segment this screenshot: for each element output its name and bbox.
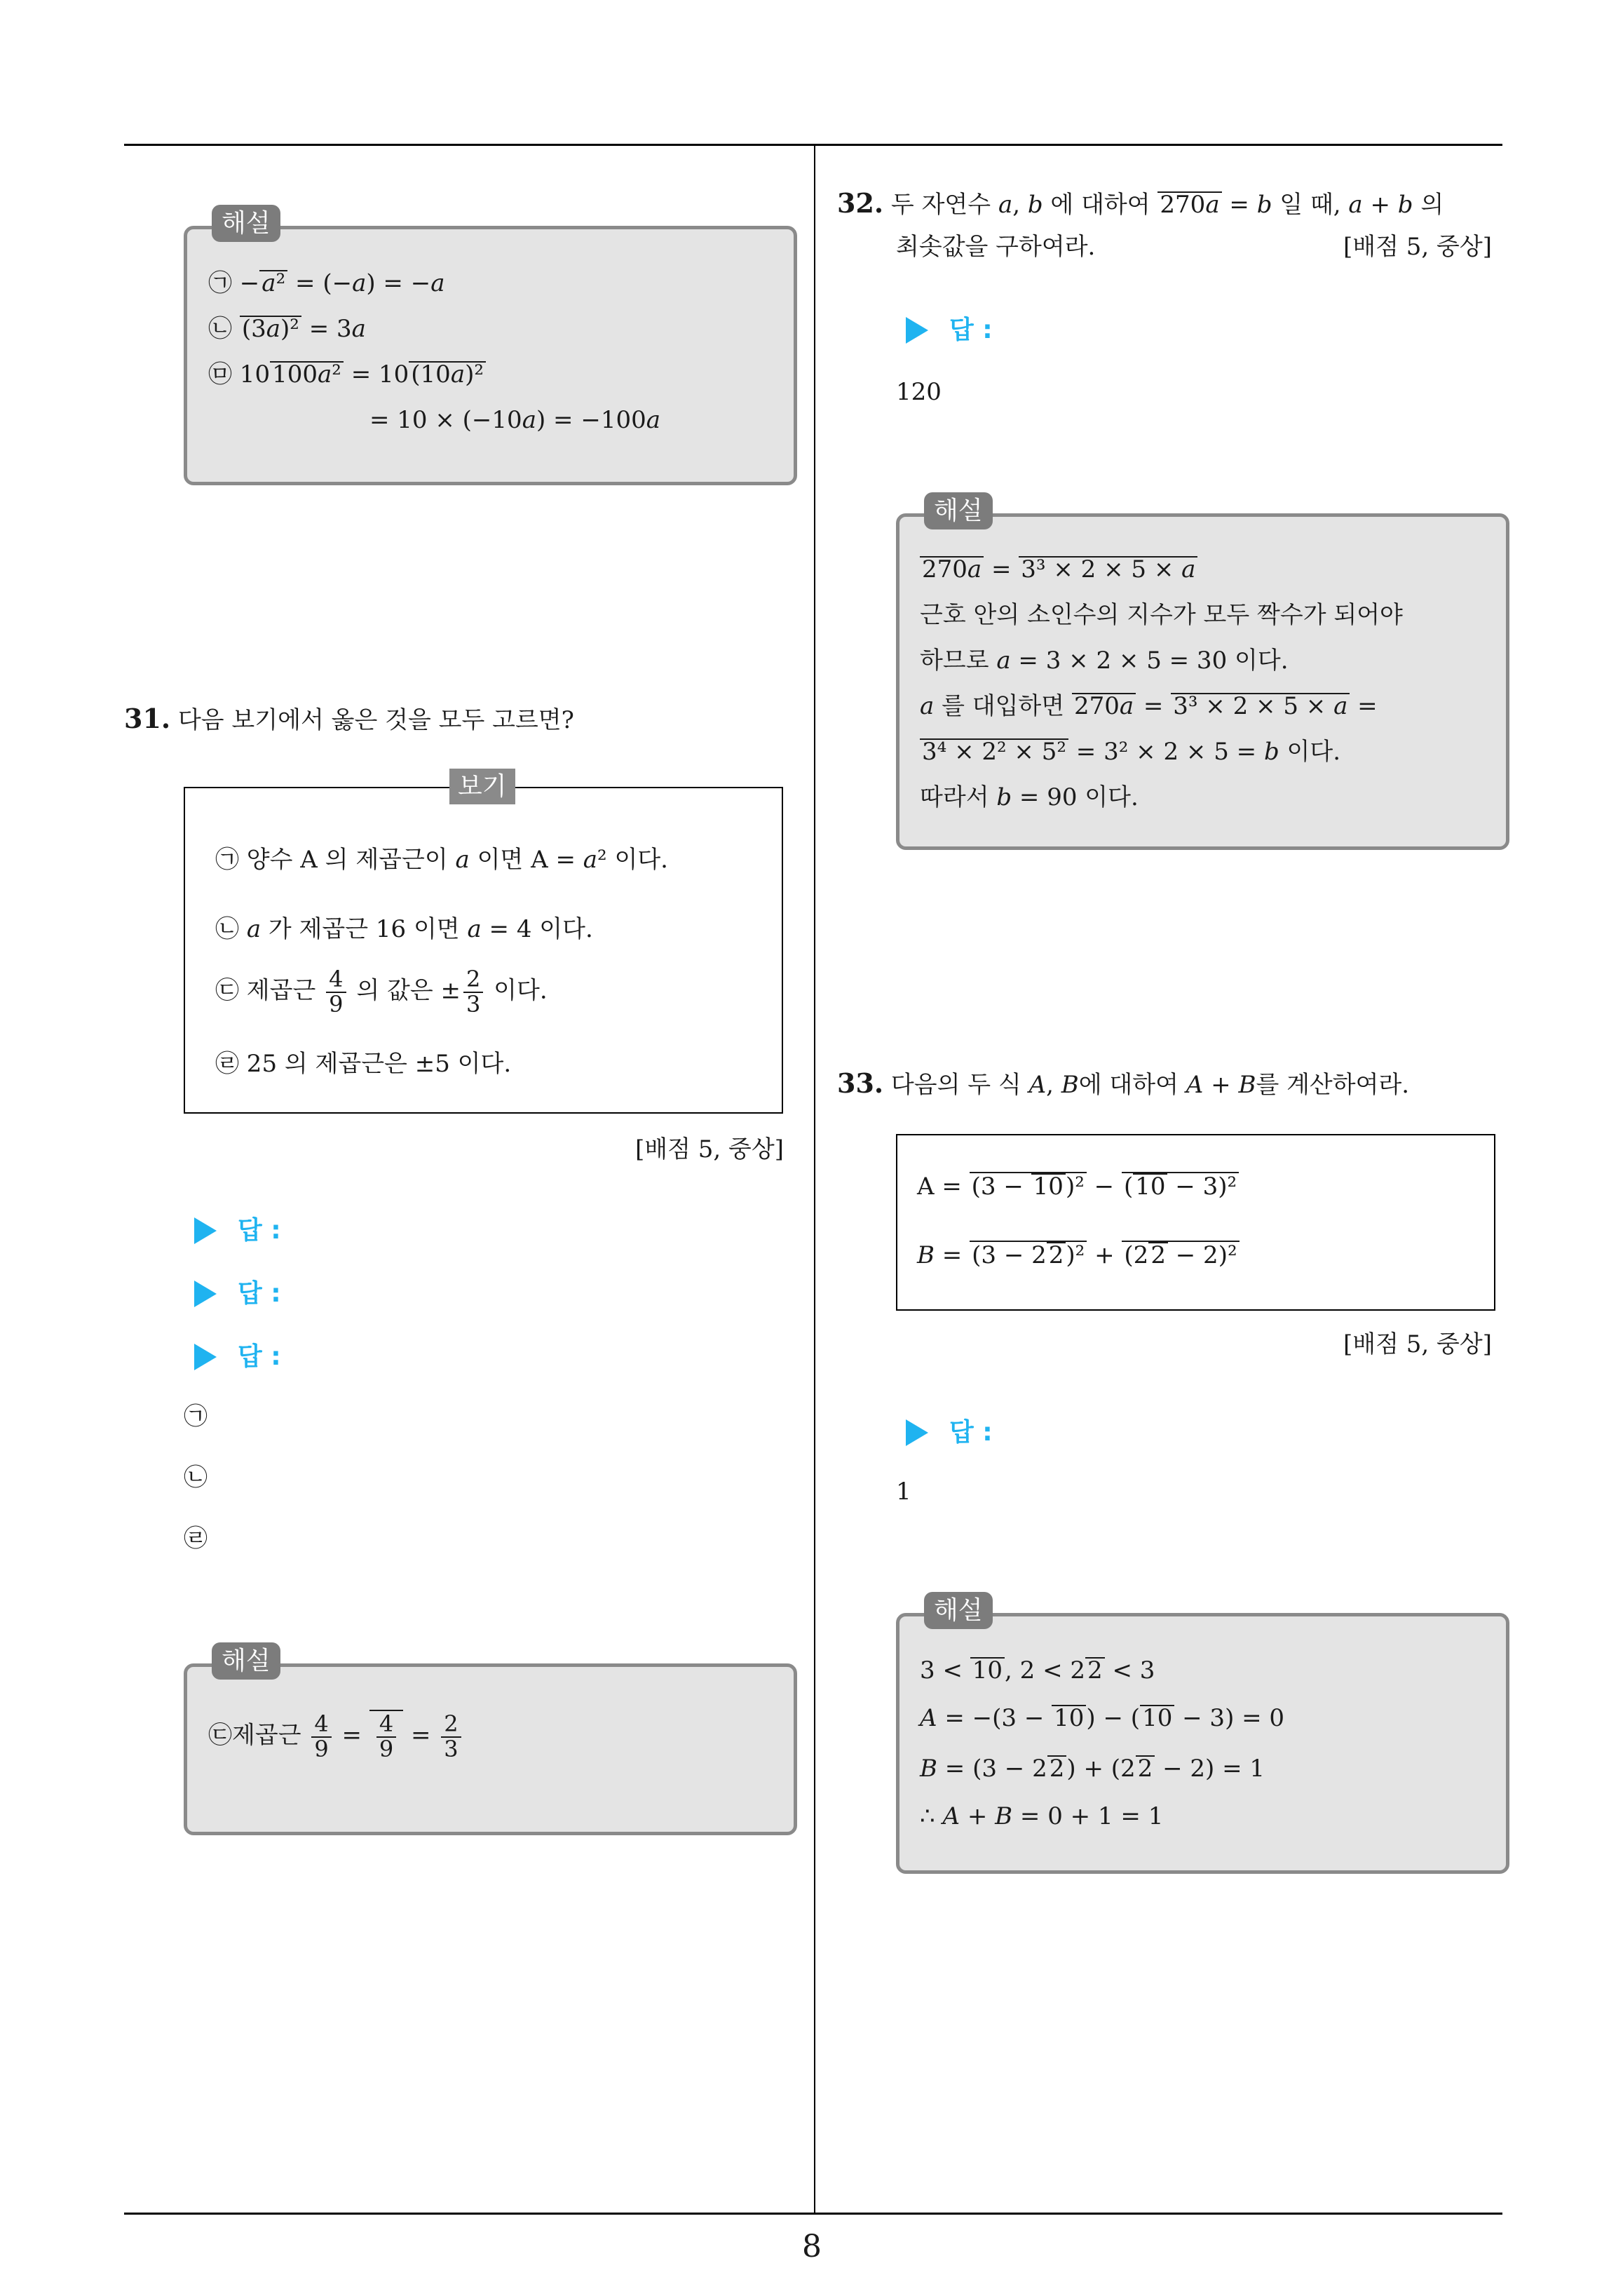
solution-box-q33 (896, 1613, 1509, 1874)
answer-label: 답 : (238, 1342, 281, 1371)
sol32-line-3: 하므로 a = 3 × 2 × 5 = 30 이다. (920, 647, 1289, 675)
answer-value-1: ㉠ (184, 1403, 208, 1431)
sol33-line-1: 3 < 10, 2 < 22 < 3 (920, 1656, 1155, 1684)
solution-tag-q31: 해설 (212, 1642, 280, 1680)
answer-value-q33: 1 (896, 1478, 911, 1506)
solution-box-q30 (184, 226, 797, 485)
top-rule (124, 144, 1502, 146)
sol30-line-2: ㉡ (3a)² = 3a (208, 315, 366, 343)
answer-value-2: ㉡ (184, 1464, 208, 1492)
score-q32: [배점 5, 중상] (1343, 233, 1492, 261)
answer-label: 답 : (949, 316, 993, 344)
column-divider (814, 144, 815, 2215)
sol30-line-3: ㉤ 10100a² = 10(10a)² (208, 359, 486, 390)
sol32-line-1: 270a = 3³ × 2 × 5 × a (920, 554, 1197, 585)
bogi-tag-q31: 보기 (449, 769, 515, 804)
answer-triangle-icon (194, 1344, 217, 1370)
sol31-line-1: ㉢제곱근 $\frac{4}{9}$ = $\frac{4}{9}$ = $\frac{2}{3}$ (208, 1710, 464, 1762)
answer-row-q33 (906, 1417, 993, 1450)
answer-label: 답 : (238, 1279, 281, 1308)
sol30-line-1: ㉠ −a² = (−a) = −a (208, 269, 445, 297)
solution-tag-q30: 해설 (212, 205, 280, 242)
q33-expr-b: B = (3 − 22)² + (22 − 2)² (917, 1240, 1240, 1271)
q33-question: 33. 다음의 두 식 A, B에 대하여 A + B를 계산하여라. (837, 1067, 1410, 1099)
sol33-line-4: ∴ A + B = 0 + 1 = 1 (920, 1802, 1164, 1830)
answer-triangle-icon (906, 1419, 928, 1446)
solution-tag-q33: 해설 (924, 1592, 993, 1629)
answer-value-3: ㉣ (184, 1525, 208, 1553)
sol32-line-6: 따라서 b = 90 이다. (920, 783, 1139, 811)
score-q31: [배점 5, 중상] (635, 1135, 784, 1163)
q32-question-line-2: 최솟값을 구하여라. (896, 233, 1096, 261)
answer-triangle-icon (194, 1281, 217, 1307)
answer-row-3 (194, 1341, 281, 1374)
answer-row-1 (194, 1215, 281, 1248)
bogi-item-4: ㉣ 25 의 제곱근은 ±5 이다. (215, 1050, 512, 1078)
answer-triangle-icon (194, 1217, 217, 1244)
answer-triangle-icon (906, 317, 928, 344)
score-q33: [배점 5, 중상] (1343, 1330, 1492, 1358)
answer-row-2 (194, 1278, 281, 1311)
sol32-line-4: a 를 대입하면 270a = 3³ × 2 × 5 × a = (920, 692, 1378, 720)
solution-tag-q32: 해설 (924, 492, 993, 529)
q31-question: 31. 다음 보기에서 옳은 것을 모두 고르면? (124, 703, 574, 734)
expression-box-q33 (896, 1134, 1495, 1311)
q32-question-line-1: 32. 두 자연수 a, b 에 대하여 270a = b 일 때, a + b 의 (837, 187, 1444, 219)
bottom-rule (124, 2213, 1502, 2215)
bogi-item-1: ㉠ 양수 A 의 제곱근이 a 이면 A = a² 이다. (215, 846, 668, 874)
bogi-item-3: ㉢ 제곱근 $\frac{4}{9}$ 의 값은 ± $\frac{2}{3}$ 이다. (215, 966, 548, 1018)
answer-label: 답 : (238, 1216, 281, 1245)
sol30-line-4: = 10 × (−10a) = −100a (369, 406, 661, 434)
bogi-item-2: ㉡ a 가 제곱근 16 이면 a = 4 이다. (215, 915, 593, 943)
sol32-line-2: 근호 안의 소인수의 지수가 모두 짝수가 되어야 (920, 601, 1403, 629)
sol33-line-2: A = −(3 − 10) − (10 − 3) = 0 (920, 1704, 1285, 1732)
answer-row-q32 (906, 314, 993, 347)
q33-expr-a: A = (3 − 10)² − (10 − 3)² (917, 1171, 1239, 1202)
answer-value-q32: 120 (896, 378, 942, 406)
sol33-line-3: B = (3 − 22) + (22 − 2) = 1 (920, 1755, 1265, 1783)
sol32-line-5: 3⁴ × 2² × 5² = 3² × 2 × 5 = b 이다. (920, 736, 1340, 767)
answer-label: 답 : (949, 1418, 993, 1447)
page-number: 8 (802, 2229, 822, 2264)
